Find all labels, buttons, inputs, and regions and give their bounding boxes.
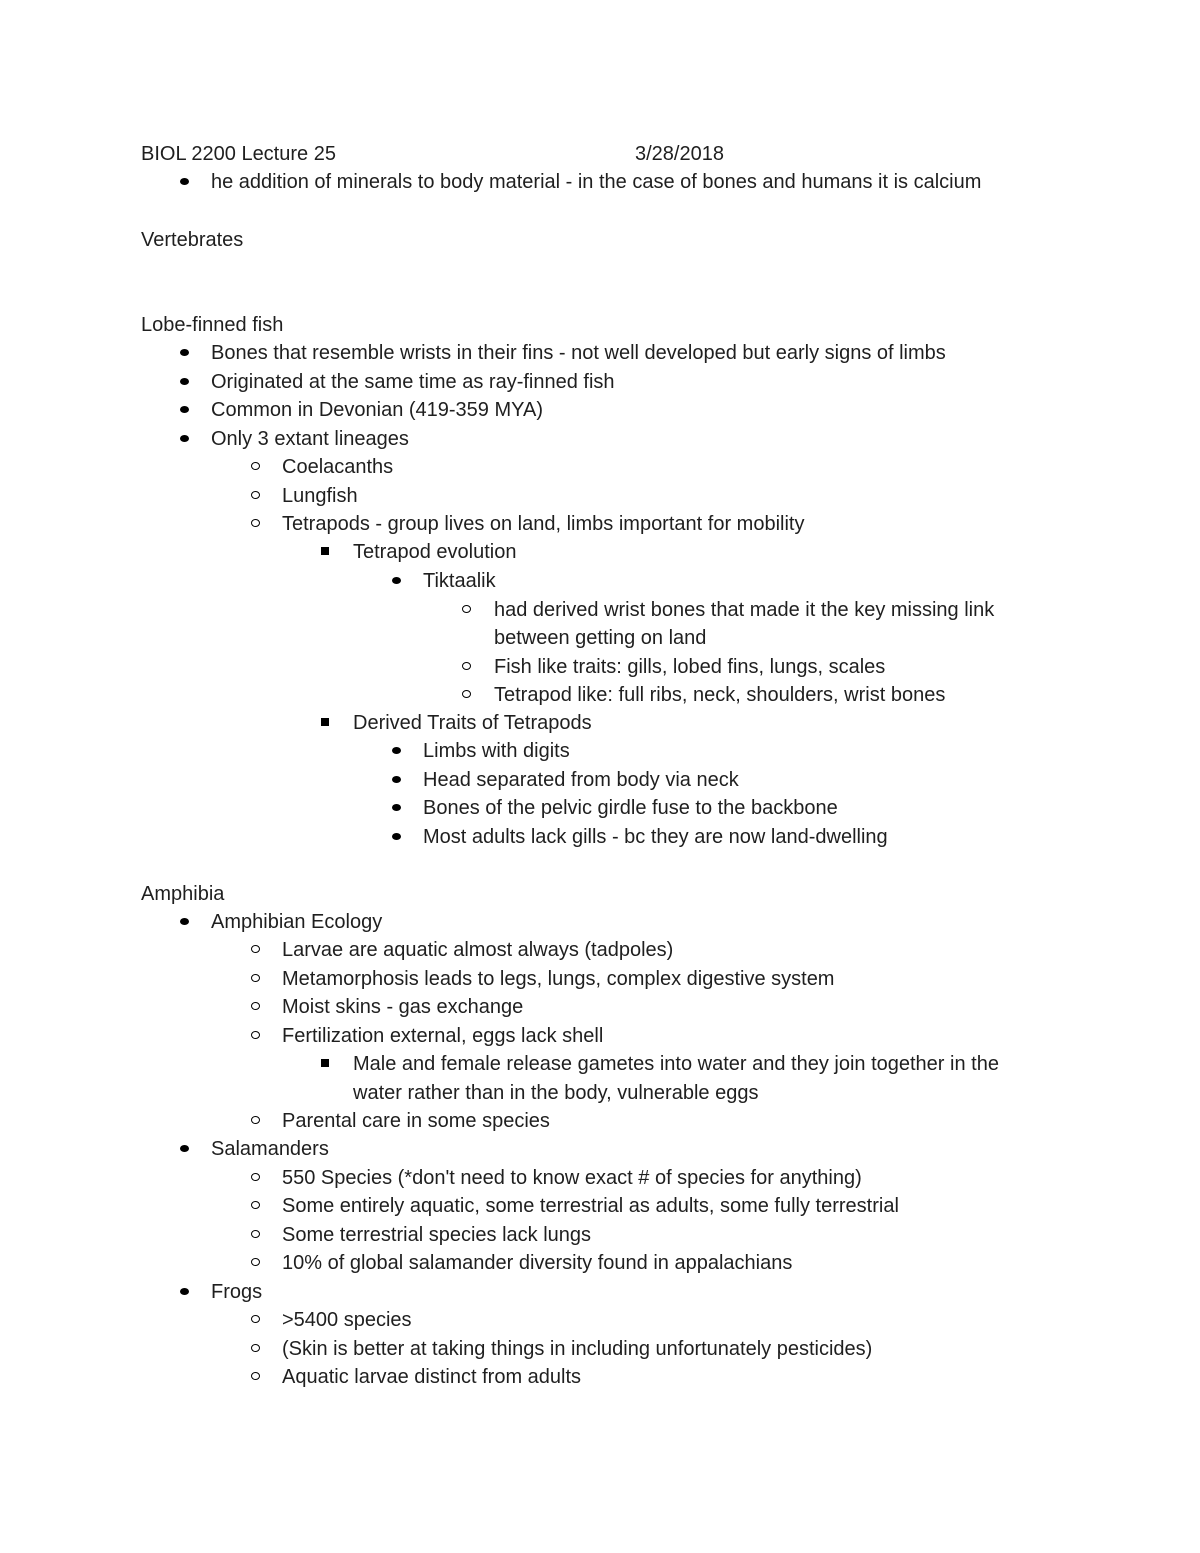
bullet-dot-icon	[386, 825, 406, 849]
list-item: Salamanders	[211, 1138, 329, 1160]
bullet-circle-icon	[245, 995, 265, 1019]
list-item: Tiktaalik	[423, 570, 496, 592]
list-item: Tetrapods - group lives on land, limbs important for mobility	[282, 513, 805, 535]
list-item: Limbs with digits	[423, 740, 570, 762]
list-item: had derived wrist bones that made it the key missing link	[494, 599, 995, 621]
list-item-continuation: water rather than in the body, vulnerable eggs	[353, 1082, 759, 1104]
bullet-dot-icon	[386, 796, 406, 820]
bullet-circle-icon	[456, 683, 476, 707]
bullet-circle-icon	[245, 1024, 265, 1048]
bullet-circle-icon	[245, 1308, 265, 1332]
bullet-circle-icon	[456, 655, 476, 679]
list-item: Parental care in some species	[282, 1110, 550, 1132]
list-item: Tetrapod evolution	[353, 541, 517, 563]
list-item: 10% of global salamander diversity found in appalachians	[282, 1252, 793, 1274]
list-item: Bones that resemble wrists in their fins - not well developed but early signs of limbs	[211, 342, 946, 364]
list-item: he addition of minerals to body material - in the case of bones and humans it is calcium	[211, 171, 982, 193]
bullet-circle-icon	[245, 484, 265, 508]
bullet-dot-icon	[174, 398, 194, 422]
list-item-continuation: between getting on land	[494, 627, 707, 649]
bullet-circle-icon	[245, 1223, 265, 1247]
bullet-circle-icon	[456, 598, 476, 622]
list-item: Metamorphosis leads to legs, lungs, complex digestive system	[282, 968, 835, 990]
bullet-circle-icon	[245, 1109, 265, 1133]
list-item: Derived Traits of Tetrapods	[353, 712, 592, 734]
bullet-square-icon	[315, 540, 335, 564]
bullet-dot-icon	[174, 170, 194, 194]
bullet-circle-icon	[245, 967, 265, 991]
bullet-square-icon	[315, 711, 335, 735]
bullet-square-icon	[315, 1052, 335, 1076]
list-item: Fertilization external, eggs lack shell	[282, 1025, 604, 1047]
bullet-dot-icon	[174, 1137, 194, 1161]
bullet-circle-icon	[245, 1337, 265, 1361]
list-item: Bones of the pelvic girdle fuse to the backbone	[423, 797, 838, 819]
list-item: Lungfish	[282, 485, 358, 507]
list-item: Some entirely aquatic, some terrestrial as adults, some fully terrestrial	[282, 1195, 899, 1217]
list-item: Most adults lack gills - bc they are now land-dwelling	[423, 826, 888, 848]
list-item: Some terrestrial species lack lungs	[282, 1224, 592, 1246]
bullet-dot-icon	[174, 370, 194, 394]
bullet-circle-icon	[245, 1365, 265, 1389]
list-item: Male and female release gametes into water and they join together in the	[353, 1053, 999, 1075]
bullet-dot-icon	[174, 341, 194, 365]
list-item: Common in Devonian (419-359 MYA)	[211, 399, 544, 421]
list-item: Amphibian Ecology	[211, 911, 383, 933]
list-item: 550 Species (*don't need to know exact # of species for anything)	[282, 1167, 862, 1189]
list-item: Aquatic larvae distinct from adults	[282, 1366, 582, 1388]
bullet-circle-icon	[245, 512, 265, 536]
section-heading-lobe-finned: Lobe-finned fish	[141, 314, 284, 336]
list-item: Fish like traits: gills, lobed fins, lungs, scales	[494, 656, 886, 678]
bullet-dot-icon	[174, 1280, 194, 1304]
list-item: Head separated from body via neck	[423, 769, 739, 791]
bullet-dot-icon	[386, 768, 406, 792]
bullet-dot-icon	[386, 739, 406, 763]
list-item: Moist skins - gas exchange	[282, 996, 524, 1018]
list-item: Frogs	[211, 1281, 263, 1303]
lecture-date: 3/28/2018	[635, 143, 724, 165]
list-item: Coelacanths	[282, 456, 394, 478]
list-item: Originated at the same time as ray-finned fish	[211, 371, 615, 393]
bullet-circle-icon	[245, 455, 265, 479]
section-heading-vertebrates: Vertebrates	[141, 229, 244, 251]
course-title: BIOL 2200 Lecture 25	[141, 143, 336, 165]
bullet-dot-icon	[174, 427, 194, 451]
list-item: Larvae are aquatic almost always (tadpoles)	[282, 939, 674, 961]
list-item: (Skin is better at taking things in including unfortunately pesticides)	[282, 1338, 873, 1360]
list-item: Tetrapod like: full ribs, neck, shoulders, wrist bones	[494, 684, 946, 706]
bullet-dot-icon	[386, 569, 406, 593]
section-heading-amphibia: Amphibia	[141, 883, 225, 905]
list-item: Only 3 extant lineages	[211, 428, 409, 450]
bullet-circle-icon	[245, 1194, 265, 1218]
bullet-circle-icon	[245, 938, 265, 962]
bullet-dot-icon	[174, 910, 194, 934]
bullet-circle-icon	[245, 1251, 265, 1275]
bullet-circle-icon	[245, 1166, 265, 1190]
list-item: >5400 species	[282, 1309, 412, 1331]
